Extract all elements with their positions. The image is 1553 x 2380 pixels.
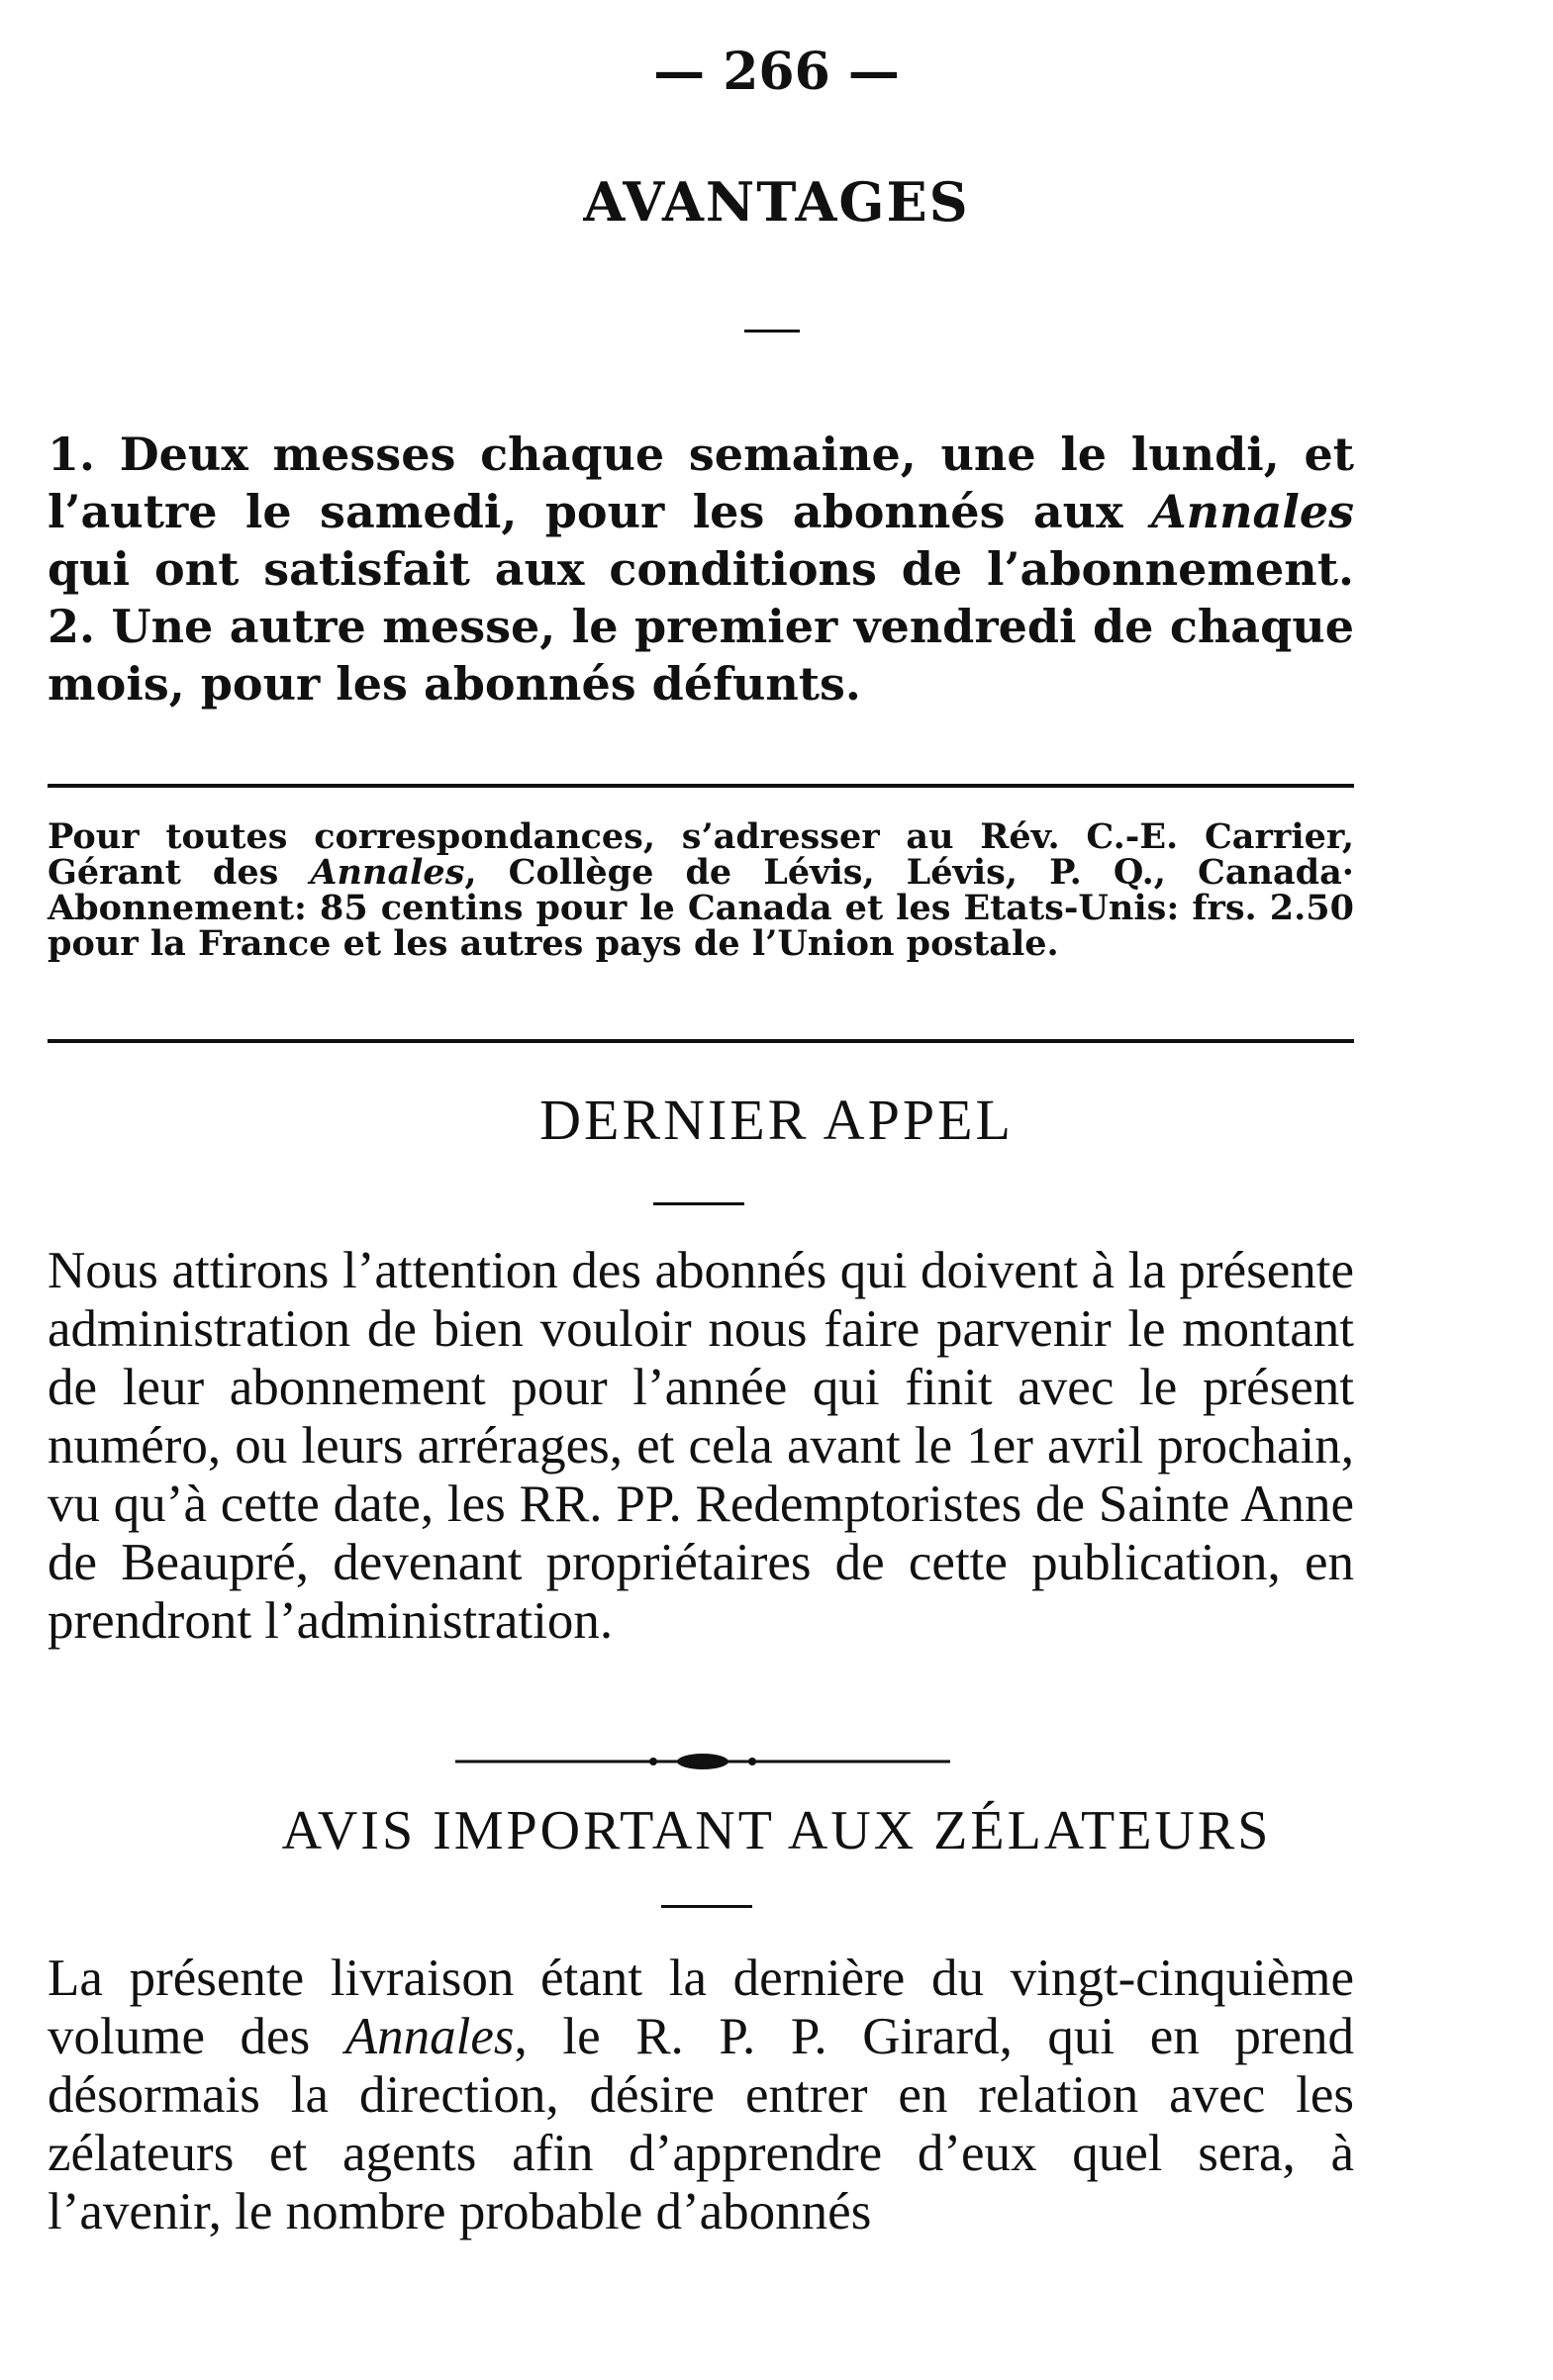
title-dash bbox=[661, 1905, 752, 1908]
horizontal-rule bbox=[48, 1039, 1354, 1043]
title-dash bbox=[744, 330, 800, 333]
text-run: 1. Deux messes chaque semaine, une le lundi, et l’autre le samedi, pour les abonnés aux bbox=[48, 428, 1354, 538]
dernier-appel-paragraph: Nous attirons l’attention des abonnés qui doivent à la présente administration de bien vouloir nous faire parvenir le montant de leur abonnement pour l’année qui finit avec le présent numéro, ou leurs arrérages, et cela avant le 1er avril prochain, vu qu’à cette date, les RR. PP. Redemptoristes de Sainte Anne de Beaupré, devenant propriétaires de cette publication, en prendront l’administration. bbox=[48, 1242, 1354, 1650]
italic-title: Annales bbox=[310, 852, 465, 893]
section-title-avantages: AVANTAGES bbox=[583, 170, 970, 234]
title-dash bbox=[653, 1202, 744, 1205]
text-run: , le R. P. P. Girard, qui en prend désormais la direction, désire entrer en relation avec les zélateurs et agents afin d’apprendre d’eux quel sera, à l’avenir, le nombre probable d’abonnés bbox=[48, 2008, 1354, 2240]
italic-title: Annales bbox=[1150, 485, 1354, 538]
ornament-divider bbox=[455, 1750, 950, 1773]
avis-paragraph bbox=[48, 1950, 1354, 2241]
page-number: — 266 — bbox=[653, 42, 900, 102]
avantages-paragraph bbox=[48, 426, 1354, 713]
horizontal-rule bbox=[48, 784, 1354, 788]
text-run: , Collège de Lévis, Lévis, P. Q., Canada· Abonnement: 85 centins pour le Canada et les Etats-Unis: frs. 2.50 pour la France et les autres pays de l’Union postale. bbox=[48, 852, 1354, 964]
italic-title: Annales bbox=[344, 2008, 515, 2065]
text-run: La présente livraison étant la dernière du vingt-cinquième volume des bbox=[48, 1950, 1354, 2065]
correspondence-notice bbox=[48, 816, 1354, 964]
section-title-avis-zelateurs: AVIS IMPORTANT AUX ZÉLATEURS bbox=[281, 1800, 1272, 1861]
section-title-dernier-appel: DERNIER APPEL bbox=[539, 1088, 1014, 1152]
text-run: qui ont satisfait aux conditions de l’abonnement. 2. Une autre messe, le premier vendredi de chaque mois, pour les abonnés défunts. bbox=[48, 542, 1354, 711]
text-run: Pour toutes correspondances, s’adresser au Rév. C.-E. Carrier, Gérant des bbox=[48, 816, 1354, 893]
